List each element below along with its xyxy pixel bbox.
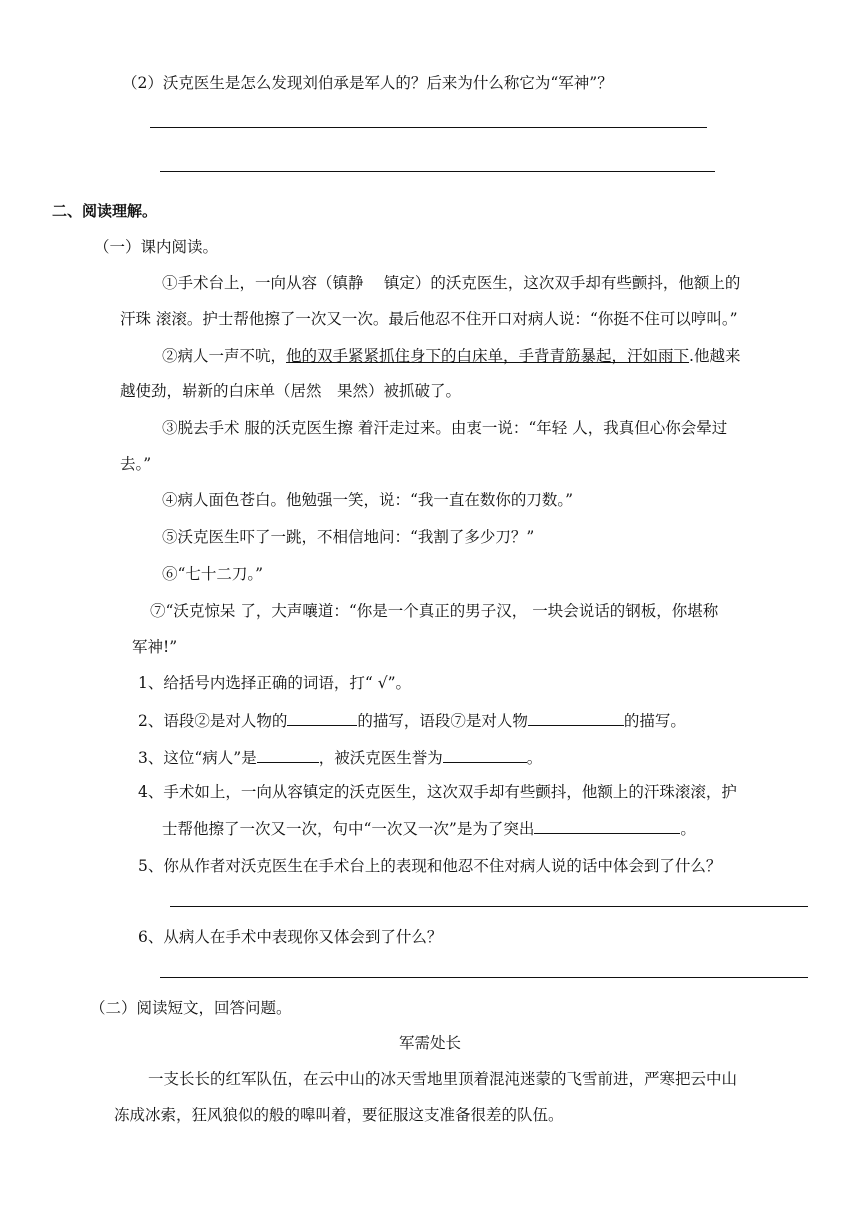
question-2: （2）沃克医生是怎么发现刘伯承是军人的？后来为什么称它为“军神”？ (122, 74, 613, 92)
q4-text: 士帮他擦了一次又一次，句中“一次又一次”是为了突出 (162, 820, 535, 838)
section-heading: 二、阅读理解。 (52, 202, 158, 220)
q3-text-b: ，被沃克医生誉为 (318, 749, 443, 767)
answer-line[interactable] (150, 127, 707, 128)
question-5: 5、你从作者对沃克医生在手术台上的表现和他忍不住对病人说的话中体会到了什么？ (138, 857, 722, 875)
q3-text-c: 。 (526, 749, 543, 767)
paragraph-4: ④病人面色苍白。他勉强一笑，说：“我一直在数你的刀数。” (162, 491, 574, 509)
blank-field[interactable] (443, 746, 527, 763)
blank-field[interactable] (257, 746, 319, 763)
paragraph-1-line-1: ①手术台上，一向从容（镇静 镇定）的沃克医生，这次双手却有些颤抖，他额上的 (162, 274, 741, 292)
blank-field[interactable] (287, 709, 357, 726)
p2-text: ②病人一声不吭， (162, 347, 287, 365)
q3-text-a: 3、这位“病人”是 (138, 749, 257, 767)
paragraph-3-line-2: 去。” (120, 455, 152, 473)
answer-line[interactable] (170, 906, 808, 907)
story-line-1: 一支长长的红军队伍，在云中山的冰天雪地里顶着混沌迷蒙的飞雪前进，严寒把云中山 (148, 1070, 738, 1088)
paragraph-7-line-1: ⑦“沃克惊呆 了，大声嚷道：“你是一个真正的男子汉， 一块会说话的钢板，你堪称 (150, 602, 719, 620)
part-heading: （二）阅读短文，回答问题。 (90, 999, 292, 1017)
blank-field[interactable] (528, 709, 624, 726)
q4-text-end: 。 (680, 820, 696, 838)
paragraph-2-line-2: 越使劲，崭新的白床单（居然 果然）被抓破了。 (120, 382, 462, 400)
q2-text-a: 2、语段②是对人物的 (138, 712, 288, 730)
paragraph-3-line-1: ③脱去手术 服的沃克医生擦 着汗走过来。由衷一说：“年轻 人，我真但心你会晕过 (162, 419, 728, 437)
question-3-fill (138, 746, 542, 769)
answer-line[interactable] (160, 171, 715, 172)
q2-text-c: 的描写。 (623, 712, 686, 730)
paragraph-1-line-2: 汗珠 滚滚。护士帮他擦了一次又一次。最后他忍不住开口对病人说：“你挺不住可以哼叫。” (120, 310, 738, 328)
answer-line[interactable] (160, 977, 808, 978)
question-4-line-2 (162, 817, 696, 840)
question-1: 1、给括号内选择正确的词语，打“ √”。 (138, 674, 412, 692)
q2-text-b: 的描写，语段⑦是对人物 (357, 712, 528, 730)
blank-field[interactable] (534, 817, 680, 834)
story-line-2: 冻成冰索，狂风狼似的般的嗥叫着，要征服这支准备很差的队伍。 (114, 1106, 564, 1124)
paragraph-2-line-1 (162, 345, 740, 367)
paragraph-6: ⑥“七十二刀。” (162, 565, 264, 583)
p2-text-end: .他越来 (689, 347, 741, 365)
story-title: 军需处长 (398, 1034, 461, 1052)
part-heading: （一）课内阅读。 (94, 238, 219, 256)
paragraph-7-line-2: 军神!” (132, 638, 178, 656)
paragraph-5: ⑤沃克医生吓了一跳，不相信地问：“我割了多少刀？” (162, 528, 535, 546)
question-6: 6、从病人在手术中表现你又体会到了什么？ (138, 928, 443, 946)
question-4-line-1: 4、手术如上，一向从容镇定的沃克医生，这次双手却有些颤抖，他额上的汗珠滚滚，护 (138, 783, 737, 801)
p2-underlined-sentence: 他的双手紧紧抓住身下的白床单，手背青筋暴起，汗如雨下 (286, 347, 690, 365)
question-2-fill (138, 709, 686, 732)
